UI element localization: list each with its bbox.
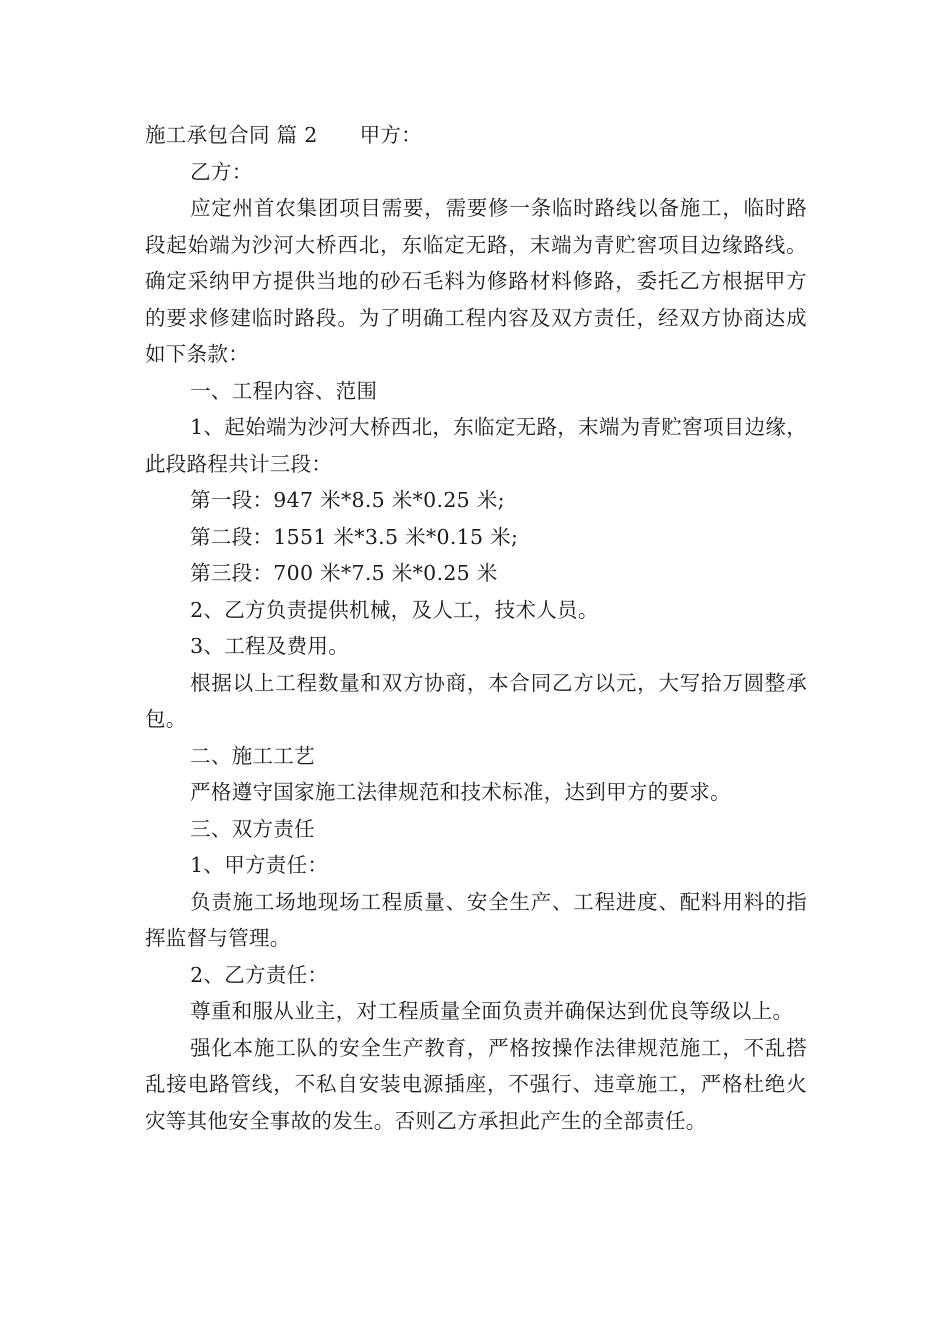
section-heading: 一、工程内容、范围 (190, 378, 378, 403)
paragraph: 第一段：947 米*8.5 米*0.25 米; (190, 488, 505, 512)
paragraph: 乙方： (190, 159, 253, 184)
paragraph: 3、工程及费用。 (190, 634, 350, 658)
paragraph: 第二段：1551 米*3.5 米*0.15 米; (190, 524, 519, 549)
paragraph: 2、乙方负责提供机械，及人工，技术人员。 (190, 597, 599, 622)
paragraph: 尊重和服从业主，对工程质量全面负责并确保达到优良等级以上。 (190, 999, 794, 1023)
paragraph: 2、乙方责任： (190, 962, 329, 987)
section-heading: 二、施工工艺 (190, 743, 315, 768)
paragraph: 根据以上工程数量和双方协商，本合同乙方以元，大写拾万圆整承包。 (145, 670, 807, 731)
party-a-label: 甲方： (359, 123, 422, 147)
document-title: 施工承包合同 篇 2 (145, 123, 318, 147)
paragraph: 负责施工场地现场工程质量、安全生产、工程进度、配料用料的指挥监督与管理。 (145, 889, 807, 950)
paragraph: 严格遵守国家施工法律规范和技术标准，达到甲方的要求。 (190, 780, 731, 804)
document-body (145, 117, 807, 1139)
section-heading: 三、双方责任 (190, 816, 315, 841)
paragraph: 1、起始端为沙河大桥西北，东临定无路，末端为青贮窖项目边缘，此段路程共计三段： (145, 415, 807, 476)
paragraph: 应定州首农集团项目需要，需要修一条临时路线以备施工，临时路段起始端为沙河大桥西北，东临定无路，末端为青贮窖项目边缘路线。确定采纳甲方提供当地的砂石毛料为修路材料修路，委托乙方根据甲方的要求修建临时路段。为了明确工程内容及双方责任，经双方协商达成如下条款： (145, 196, 807, 366)
paragraph: 1、甲方责任： (190, 853, 329, 877)
document-title-line (145, 117, 807, 154)
paragraph: 第三段：700 米*7.5 米*0.25 米 (190, 561, 498, 585)
paragraph: 强化本施工队的安全生产教育，严格按操作法律规范施工，不乱搭乱接电路管线，不私自安装电源插座，不强行、违章施工，严格杜绝火灾等其他安全事故的发生。否则乙方承担此产生的全部责任。 (145, 1035, 807, 1133)
